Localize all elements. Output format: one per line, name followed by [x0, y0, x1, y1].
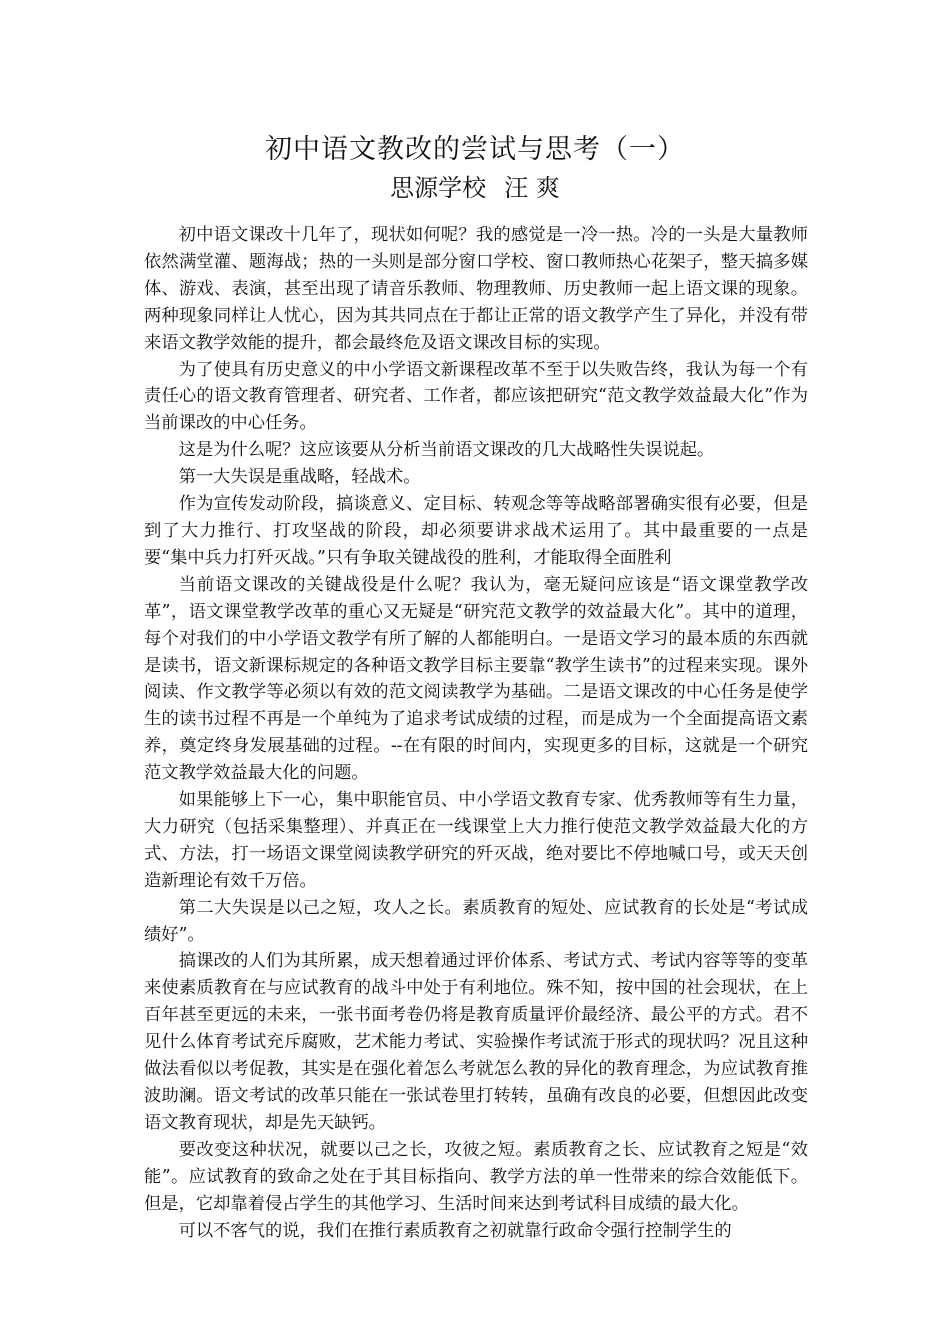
paragraph: 可以不客气的说，我们在推行素质教育之初就靠行政命令强行控制学生的 — [178, 1220, 732, 1241]
paragraph: 第二大失误是以己之短，攻人之长。素质教育的短处、应试教育的长处是“考试成绩好”。 — [144, 897, 808, 945]
article-body — [144, 222, 808, 1244]
paragraph: 作为宣传发动阶段，搞谈意义、定目标、转观念等等战略部署确实很有必要，但是到了大力推行、打攻坚战的阶段，却必须要讲求战术运用了。其中最重要的一点是要“集中兵力打歼灭战。”只有争取关键战役的胜利，才能取得全面胜利 — [144, 494, 808, 568]
page-title: 初中语文教改的尝试与思考（一） — [265, 134, 685, 165]
paragraph: 当前语文课改的关键战役是什么呢？我认为，毫无疑问应该是“语文课堂教学改革”，语文课堂教学改革的重心又无疑是“研究范文教学的效益最大化”。其中的道理，每个对我们的中小学语文教学有所了解的人都能明白。一是语文学习的最本质的东西就是读书，语文新课标规定的各种语文教学目标主要靠“教学生读书”的过程来实现。课外阅读、作文教学等必须以有效的范文阅读教学为基础。二是语文课改的中心任务是使学生的读书过程不再是一个单纯为了追求考试成绩的过程，而是成为一个全面提高语文素养，奠定终身发展基础的过程。--在有限的时间内，实现更多的目标，这就是一个研究范文教学效益最大化的问题。 — [144, 574, 808, 784]
paragraph: 初中语文课改十几年了，现状如何呢？我的感觉是一冷一热。冷的一头是大量教师依然满堂灌、题海战；热的一头则是部分窗口学校、窗口教师热心花架子，整天搞多媒体、游戏、表演，甚至出现了请音乐教师、物理教师、历史教师一起上语文课的现象。两种现象同样让人忧心，因为其共同点在于都让正常的语文教学产生了异化，并没有带来语文教学效能的提升，都会最终危及语文课改目标的实现。 — [144, 225, 808, 353]
paragraph: 为了使具有历史意义的中小学语文新课程改革不至于以失败告终，我认为每一个有责任心的语文教育管理者、研究者、工作者，都应该把研究“范文教学效益最大化”作为当前课改的中心任务。 — [144, 359, 808, 434]
paragraph: 这是为什么呢？这应该要从分析当前语文课改的几大战略性失误说起。 — [178, 440, 715, 461]
author-name: 汪 爽 — [504, 174, 560, 202]
byline — [0, 172, 950, 204]
paragraph: 要改变这种状况，就要以己之长，攻彼之短。素质教育之长、应试教育之短是“效能”。应试教育的致命之处在于其目标指向、教学方法的单一性带来的综合效能低下。但是，它却靠着侵占学生的其他学习、生活时间来达到考试科目成绩的最大化。 — [144, 1139, 808, 1214]
school-name: 思源学校 — [390, 174, 487, 202]
paragraph: 搞课改的人们为其所累，成天想着通过评价体系、考试方式、考试内容等等的变革来使素质教育在与应试教育的战斗中处于有利地位。殊不知，按中国的社会现状，在上百年甚至更远的未来，一张书面考卷仍将是教育质量评价最经济、最公平的方式。君不见什么体育考试充斥腐败，艺术能力考试、实验操作考试流于形式的现状吗？况且这种做法看似以考促教，其实是在强化着怎么考就怎么教的异化的教育理念，为应试教育推波助澜。语文考试的改革只能在一张试卷里打转转，虽确有改良的必要，但想因此改变语文教育现状，却是先天缺钙。 — [144, 951, 808, 1133]
paragraph: 第一大失误是重战略，轻战术。 — [178, 467, 421, 488]
paragraph: 如果能够上下一心，集中职能官员、中小学语文教育专家、优秀教师等有生力量，大力研究（包括采集整理）、并真正在一线课堂上大力推行使范文教学效益最大化的方式、方法，打一场语文课堂阅读教学研究的歼灭战，绝对要比不停地喊口号，或天天创造新理论有效千万倍。 — [144, 790, 808, 891]
